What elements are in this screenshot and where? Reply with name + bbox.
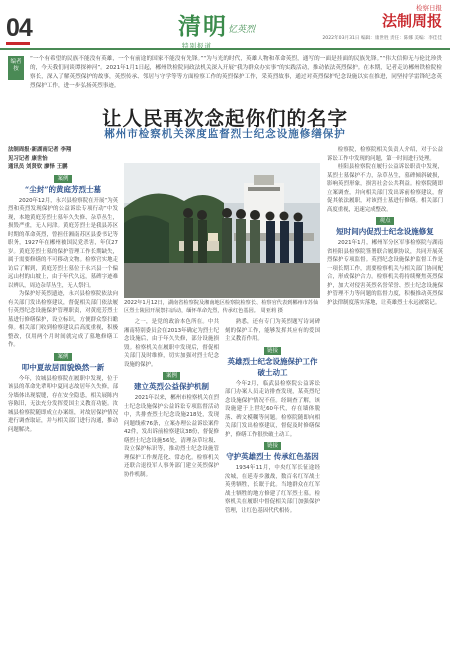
paragraph: 今年，汝城县检察院在履职中发现，位于该县的革命先辈叩中夏同志故居年久失修，部分墙体出现裂缝，存在安全隐患，相关展陈内容陈旧，无法充分发挥爱国主义教育功能。汝城县检察院随即成立办案组，对故居保护情况进行调查取证，并与相关部门进行沟通，推动问题解决。 [8, 375, 118, 433]
page-number: 04 [6, 14, 32, 42]
column-3 [225, 318, 320, 654]
column-4 [327, 146, 443, 654]
paragraph: 1934年11月，中央红军长征途经汝城，在延寿乡激战，数百名红军战士英勇牺牲，长眠于此。当地群众在红军战士牺牲的地方修建了红军烈士墓。检察机关在履职中督促相关部门加强保护管理，让红色基因代代相传。 [225, 465, 320, 514]
section-heading: 叩中夏故居面貌焕然一新 [21, 362, 105, 372]
masthead-sub: 忆英烈 [228, 25, 256, 35]
section-heading: “尘封”的黄庭芳烈士墓 [24, 184, 102, 194]
paragraph: 为保护好英烈遗迹，永兴县检察院依法向有关部门发出检察建议，督促相关部门依法履行英烈纪念设施保护管理职责，对黄庭芳烈士墓进行修缮保护，设立标识，方便群众祭扫瞻仰。相关部门收到检察建议后高度重视，积极整改，仅用两个月时间就完成了墓地修缮工作。 [8, 291, 118, 348]
section-masthead [170, 10, 280, 50]
masthead-tagline: 特别报道 [182, 42, 212, 50]
paragraph: 2021年以来，郴州市检察机关在烈士纪念设施保护公益诉讼专项监督活动中，共排查烈士纪念设施218处，发现问题线索76条，立案办理公益诉讼案件42件，发出诉前检察建议38份，督促修缮烈士纪念设施56处，清理杂草垃圾、设立保护标识等，推动烈士纪念设施管理保护工作规范化、常态化。检察机关还联合退役军人事务部门建立英烈保护协作机制。 [124, 395, 219, 478]
section-tag: 案例 [163, 372, 180, 380]
section-heading: 建立英烈公益保护机制 [134, 382, 209, 391]
byline-1: 法制周报·新湖南记者 李翔 [8, 147, 72, 153]
paragraph: 熟悉，还有专门为英烈题写诗词碑刻的保护工作，能够发挥其应有的爱国主义教育作用。 [225, 319, 320, 342]
section-tag: 链接 [264, 442, 281, 450]
column-1 [8, 146, 118, 654]
section-tag: 案例 [54, 353, 71, 361]
section-heading: 短时间内促烈士纪念设施修复 [336, 227, 434, 236]
paragraph: 今年2月，临武县检察院公益诉讼部门办案人员走访排查发现，某英烈纪念设施保护情况不佳。经调查了解，该设施建于上世纪60年代，存在墙体脱落、碑文模糊等问题。检察院随即向相关部门发出检察建议，督促及时修缮保护，修缮工作很快破土动工。 [225, 380, 320, 438]
page-header [0, 0, 450, 50]
byline-2: 见习记者 康世怡 [8, 155, 48, 162]
byline-3: 通讯员 刘贤钦 廖怿 王鹏 [8, 164, 68, 170]
brand-top: 检察日报 [416, 4, 442, 12]
section-heading: 守护英雄烈士 传承红色基因 [226, 452, 319, 461]
headline: 让人民再次念起你们的名字 [101, 107, 348, 130]
paragraph: 2021年1月，郴州军分区军事检察院与湖南省桂阳县检察院签署联合履职协议，共同开展英烈保护专项监督。英烈纪念设施保护监督工作是一项长期工作，需要检察机关与相关部门协同配合，形成保护合力。检察机关将持续聚焦英烈保护，加大对侵害英烈名誉荣誉、烈士纪念设施保护管理不力等问题的监督力度，积极推动英烈保护法律制度落实落地，让英雄烈士永远被铭记。 [327, 240, 443, 306]
paragraph: 桂阳县检察院在履行公益诉讼职责中发现，某烈士墓保护不力，杂草丛生，墓碑倾斜破损，影响英烈形象，损害社会公共利益。检察院随即立案调查，并向相关部门发出诉前检察建议，督促其依法履职，对该烈士墓进行修缮。相关部门高度重视，迅速完成整改。 [327, 164, 443, 213]
editor-note-tag: 编者按 [8, 56, 24, 80]
section-tag: 观点 [376, 217, 393, 225]
masthead-main: 清明 [178, 13, 228, 40]
column-2 [124, 318, 219, 654]
page-number-underline [6, 42, 30, 45]
dateline: 2022年03月31日 编辑：康世胜 责任：陈娜 美编：李佳佳 [322, 36, 442, 41]
paragraph: 检察院，检察院相关负责人介绍，对于公益诉讼工作中发现的问题，第一时间进行处理。 [327, 147, 443, 162]
ceremony-photo [124, 163, 320, 298]
brand-logo: 法制周报 [381, 12, 442, 30]
paragraph: 之一，是党的政治本色所在。中共湘南特别委员会在2013年确定为烈士纪念设施后，由于年久失修，部分设施损毁。检察机关在履职中发现后，督促相关部门及时维修，切实加强对烈士纪念设施的保护。 [124, 319, 219, 368]
photo-caption: 2022年1月12日，湖南省检察院及湘南地区检察院检察长、检察官代表到郴州市苏仙区烈士陵园开展祭扫活动，缅怀革命先烈，传承红色基因。 周亚莉 摄 [124, 300, 319, 314]
news-photo [124, 163, 320, 298]
editor-note: “一个有希望的民族不能没有英雄，一个有前途的国家不能没有先锋。”“为与光的时代，英雄人物和革命英烈，通写的一面是挂面的民族先锋。”“伟大信仰无与伦比珍贵的，今天我们同谈谭探神河”。2021年1月1日起，郴州铁检院同政法机关深入开展“我为群众办实事”的实践活动，推动依法英烈保护。在本期，记者走访郴州铁检院检察长，深入了解英烈保护的故事，英烈传承、邻居与守学等等方面检察工作的英烈保护工作，采英烈故事，通过对英烈保护纪念设施以实在推进，同坚持学雷锋纪念英烈保护工作，进一步弘扬英烈事迹。 [30, 56, 442, 89]
subheadline: 郴州市检察机关深度监督烈士纪念设施修缮保护 [104, 128, 346, 140]
section-tag: 案例 [54, 175, 71, 183]
paragraph: 2020年12月，永兴县检察院在开展“为英烈和英烈发现保护的公益诉讼专项行动”中发现，本地黄庭芳烈士墓年久失修、杂草丛生，损毁严重，无人问津。黄庭芳烈士是我县苏区时期的革命英烈，曾担任湘南苏区县委书记等职务，1927年在郴州被国民党杀害，年仅27岁。黄庭芳烈士墓的保护管理工作长期缺失，属于需要修缮的不可移动文物。检察官实地走访后了解到，黄庭芳烈士墓位于永兴县一个偏远山村的山坡上，由于年代久远，墓碑字迹难以辨认，周边杂草丛生，无人祭扫。 [8, 197, 118, 289]
section-tag: 链接 [264, 347, 281, 355]
section-heading: 英雄烈士纪念设施保护工作破土动工 [227, 356, 318, 377]
